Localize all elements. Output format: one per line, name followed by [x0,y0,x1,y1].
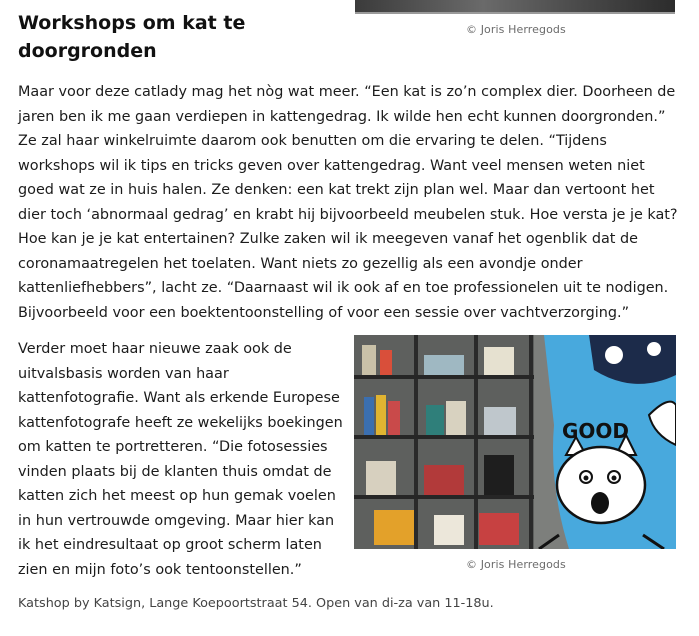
shop-info-note: Katshop by Katsign, Lange Koepoortstraat 54. Open van di-za van 11-18u. [18,596,494,611]
article-paragraph-1: Maar voor deze catlady mag het nòg wat meer. “Een kat is zo’n complex dier. Doorheen de jaren ben ik me gaan verdiepen in kattengedrag. Ik wilde hen echt kunnen doorgronden.” Ze zal haar winkelruimte daarom ook benutten om die ervaring te delen. “Tijdens workshops wil ik tips en tricks geven over kattengedrag. Want veel mensen weten niet goed wat ze in huis halen. Ze denken: een kat trekt zijn plan wel. Maar dan vertoont het dier toch ‘abnormaal gedrag’ en krabt hij bijvoorbeeld meubelen stuk. Hoe versta je je kat? Hoe kan je je kat entertainen? Zulke zaken wil ik meegeven vanaf het ogenblik dat de coronamaatregelen het toelaten. Want niets zo gezellig als een avondje onder kattenliefhebbers”, lacht ze. “Daarnaast wil ik ook af en toe professionelen uit te nodigen. Bijvoorbeeld voor een boektentoonstelling of voor een sessie over vachtverzorging.” [18,84,678,321]
shop-interior-photo [354,335,676,549]
article-paragraph-2: Verder moet haar nieuwe zaak ook de uitvalsbasis worden van haar kattenfotografie. Want als erkende Europese kattenfotografe heeft ze wekelijks boekingen om katten te portretteren. “Die fotosessies vinden plaats bij de klanten thuis omdat de katten zich het meest op hun gemak voelen in hun vertrouwde omgeving. Maar hier kan ik het eindresultaat op groot scherm laten zien en mijn foto’s ook tentoonstellen.” [18,341,343,578]
photo-credit-top: © Joris Herregods [466,23,566,36]
photo-credit-bottom: © Joris Herregods [466,558,566,571]
section-heading: Workshops om kat te doorgronden [18,12,246,62]
top-photo-edge [355,0,675,14]
photo-sign-text: GOOD [562,419,630,443]
shop-photo-illustration [354,335,676,549]
